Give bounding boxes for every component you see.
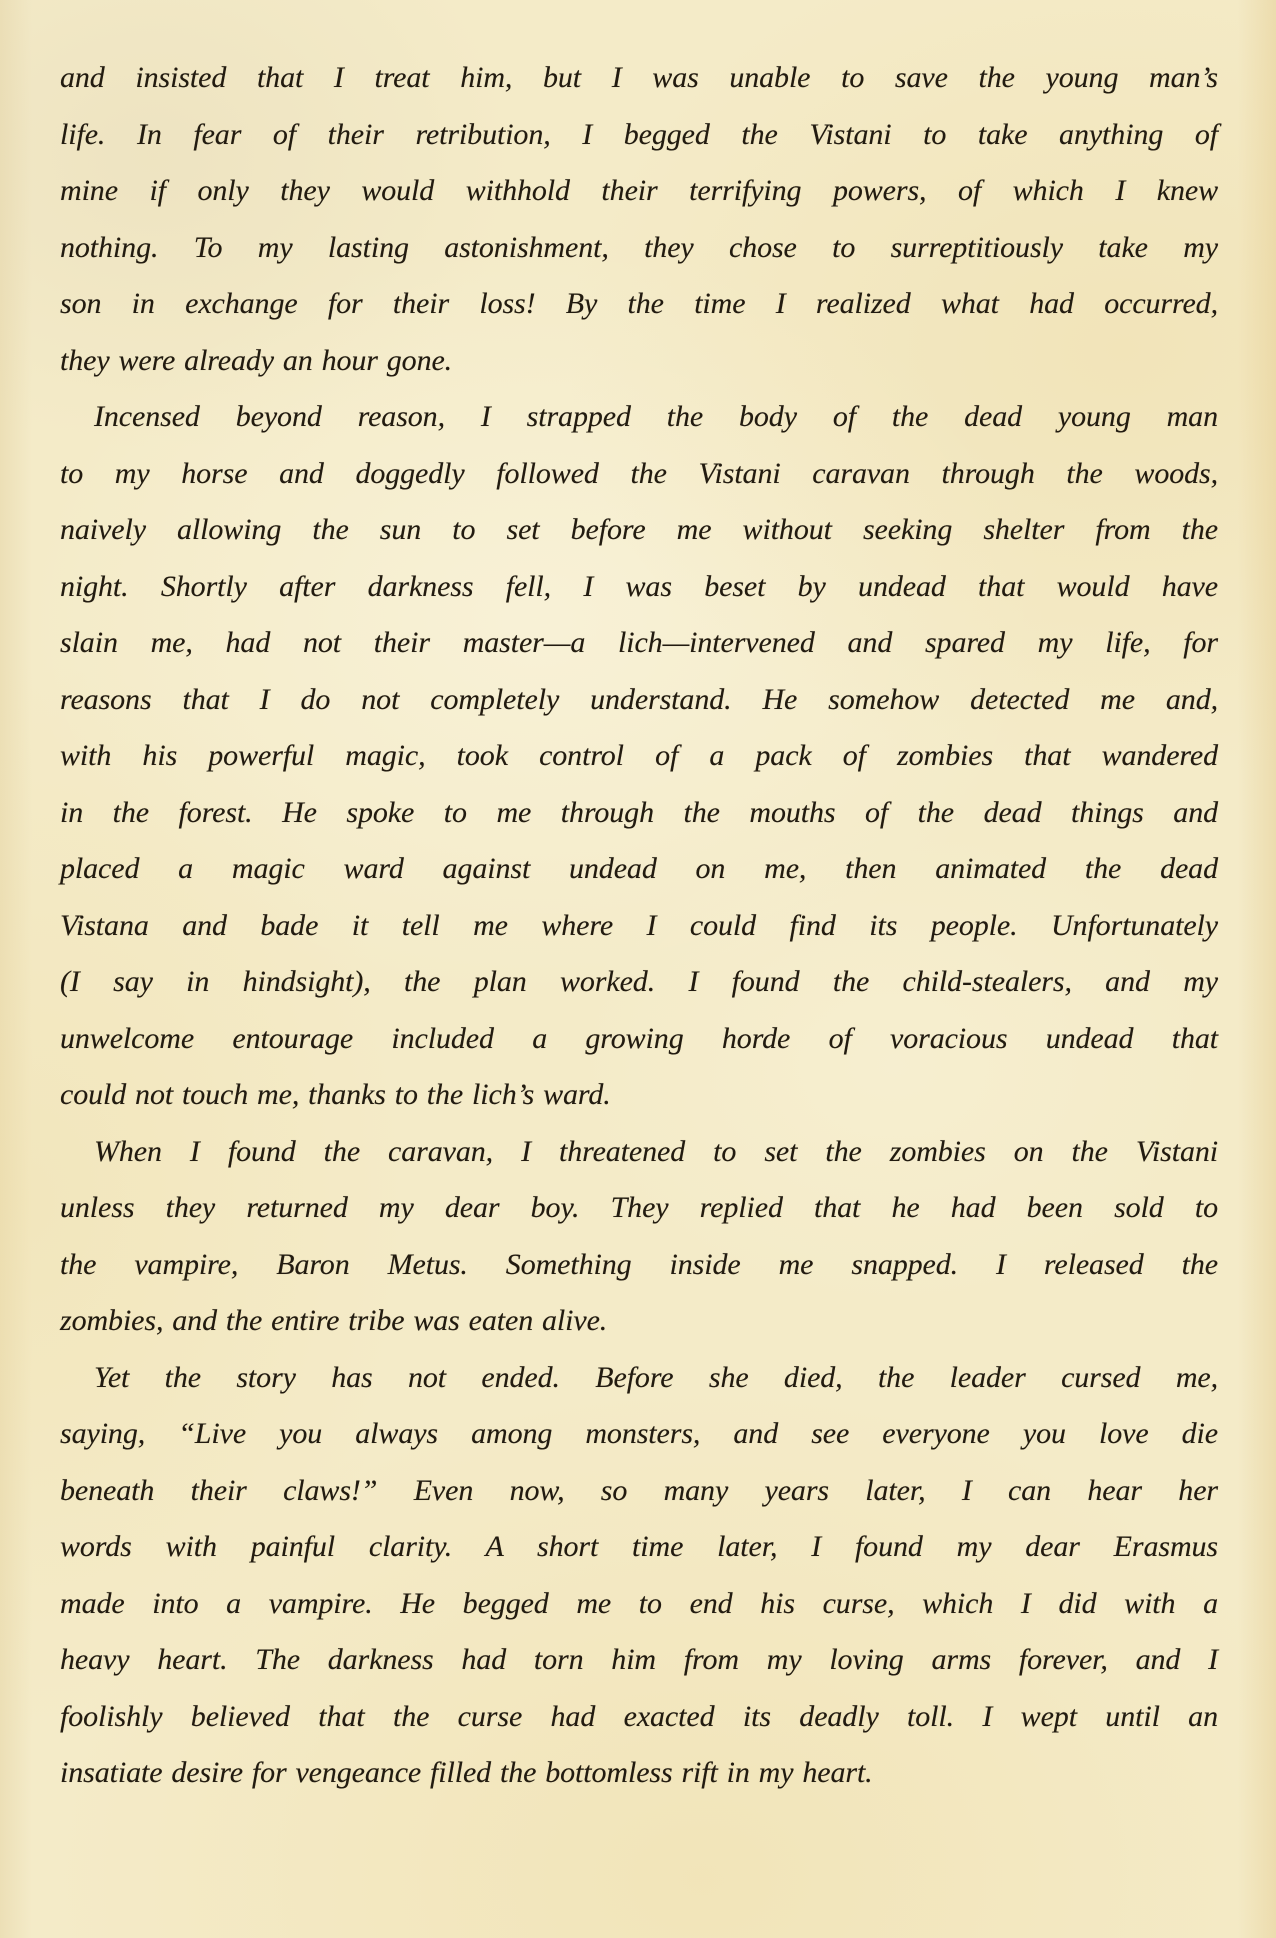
text-line: zombies, and the entire tribe was eaten alive. [60,1304,608,1337]
text-line: unwelcome entourage included a growing horde of voracious undead that [60,1021,1218,1055]
text-line: unless they returned my dear boy. They replied that he had been sold to [60,1191,1218,1224]
text-line: they were already an hour gone. [60,343,453,377]
text-line: night. Shortly after darkness fell, I was beset by undead that would have [60,569,1218,603]
text-line: naively allowing the sun to set before me without seeking shelter from the [60,513,1218,546]
text-line: Vistana and bade it tell me where I could find its people. Unfortunately [60,908,1218,942]
text-line: heavy heart. The darkness had torn him from my loving arms forever, and I [60,1643,1218,1676]
text-line: beneath their claws!” Even now, so many years later, I can hear her [60,1473,1218,1507]
text-line: in the forest. He spoke to me through the mouths of the dead things and [60,795,1218,829]
text-line: Yet the story has not ended. Before she died, the leader cursed me, [94,1360,1218,1394]
text-line: life. In fear of their retribution, I begged the Vistani to take anything of [60,117,1218,151]
text-line: (I say in hindsight), the plan worked. I found the child-stealers, and my [60,965,1218,998]
text-line: insatiate desire for vengeance filled the bottomless rift in my heart. [60,1756,873,1789]
paragraph [60,1124,1218,1350]
text-line: with his powerful magic, took control of a pack of zombies that wandered [60,739,1218,772]
text-line: slain me, had not their master—a lich—intervened and spared my life, for [60,626,1218,659]
paragraph [60,389,1218,1124]
text-line: made into a vampire. He begged me to end his curse, which I did with a [60,1586,1218,1620]
text-line: son in exchange for their loss! By the time I realized what had occurred, [60,287,1218,320]
text-line: saying, “Live you always among monsters, and see everyone you love die [60,1417,1218,1450]
paragraph [60,50,1218,389]
text-line: foolishly believed that the curse had exacted its deadly toll. I wept until an [60,1699,1218,1733]
text-line: to my horse and doggedly followed the Vistani caravan through the woods, [60,456,1218,490]
paragraph [60,1350,1218,1802]
text-line: reasons that I do not completely understand. He somehow detected me and, [60,682,1218,716]
journal-text [60,50,1218,1802]
text-line: Incensed beyond reason, I strapped the body of the dead young man [94,400,1218,433]
text-line: words with painful clarity. A short time later, I found my dear Erasmus [60,1530,1218,1563]
text-line: could not touch me, thanks to the lich’s ward. [60,1078,611,1111]
text-line: nothing. To my lasting astonishment, they chose to surreptitiously take my [60,230,1218,264]
text-line: the vampire, Baron Metus. Something inside me snapped. I released the [60,1247,1218,1281]
text-line: placed a magic ward against undead on me, then animated the dead [60,852,1218,885]
text-line: When I found the caravan, I threatened to set the zombies on the Vistani [94,1134,1218,1168]
text-line: mine if only they would withhold their terrifying powers, of which I knew [60,174,1218,207]
text-line: and insisted that I treat him, but I was unable to save the young man’s [60,61,1218,94]
